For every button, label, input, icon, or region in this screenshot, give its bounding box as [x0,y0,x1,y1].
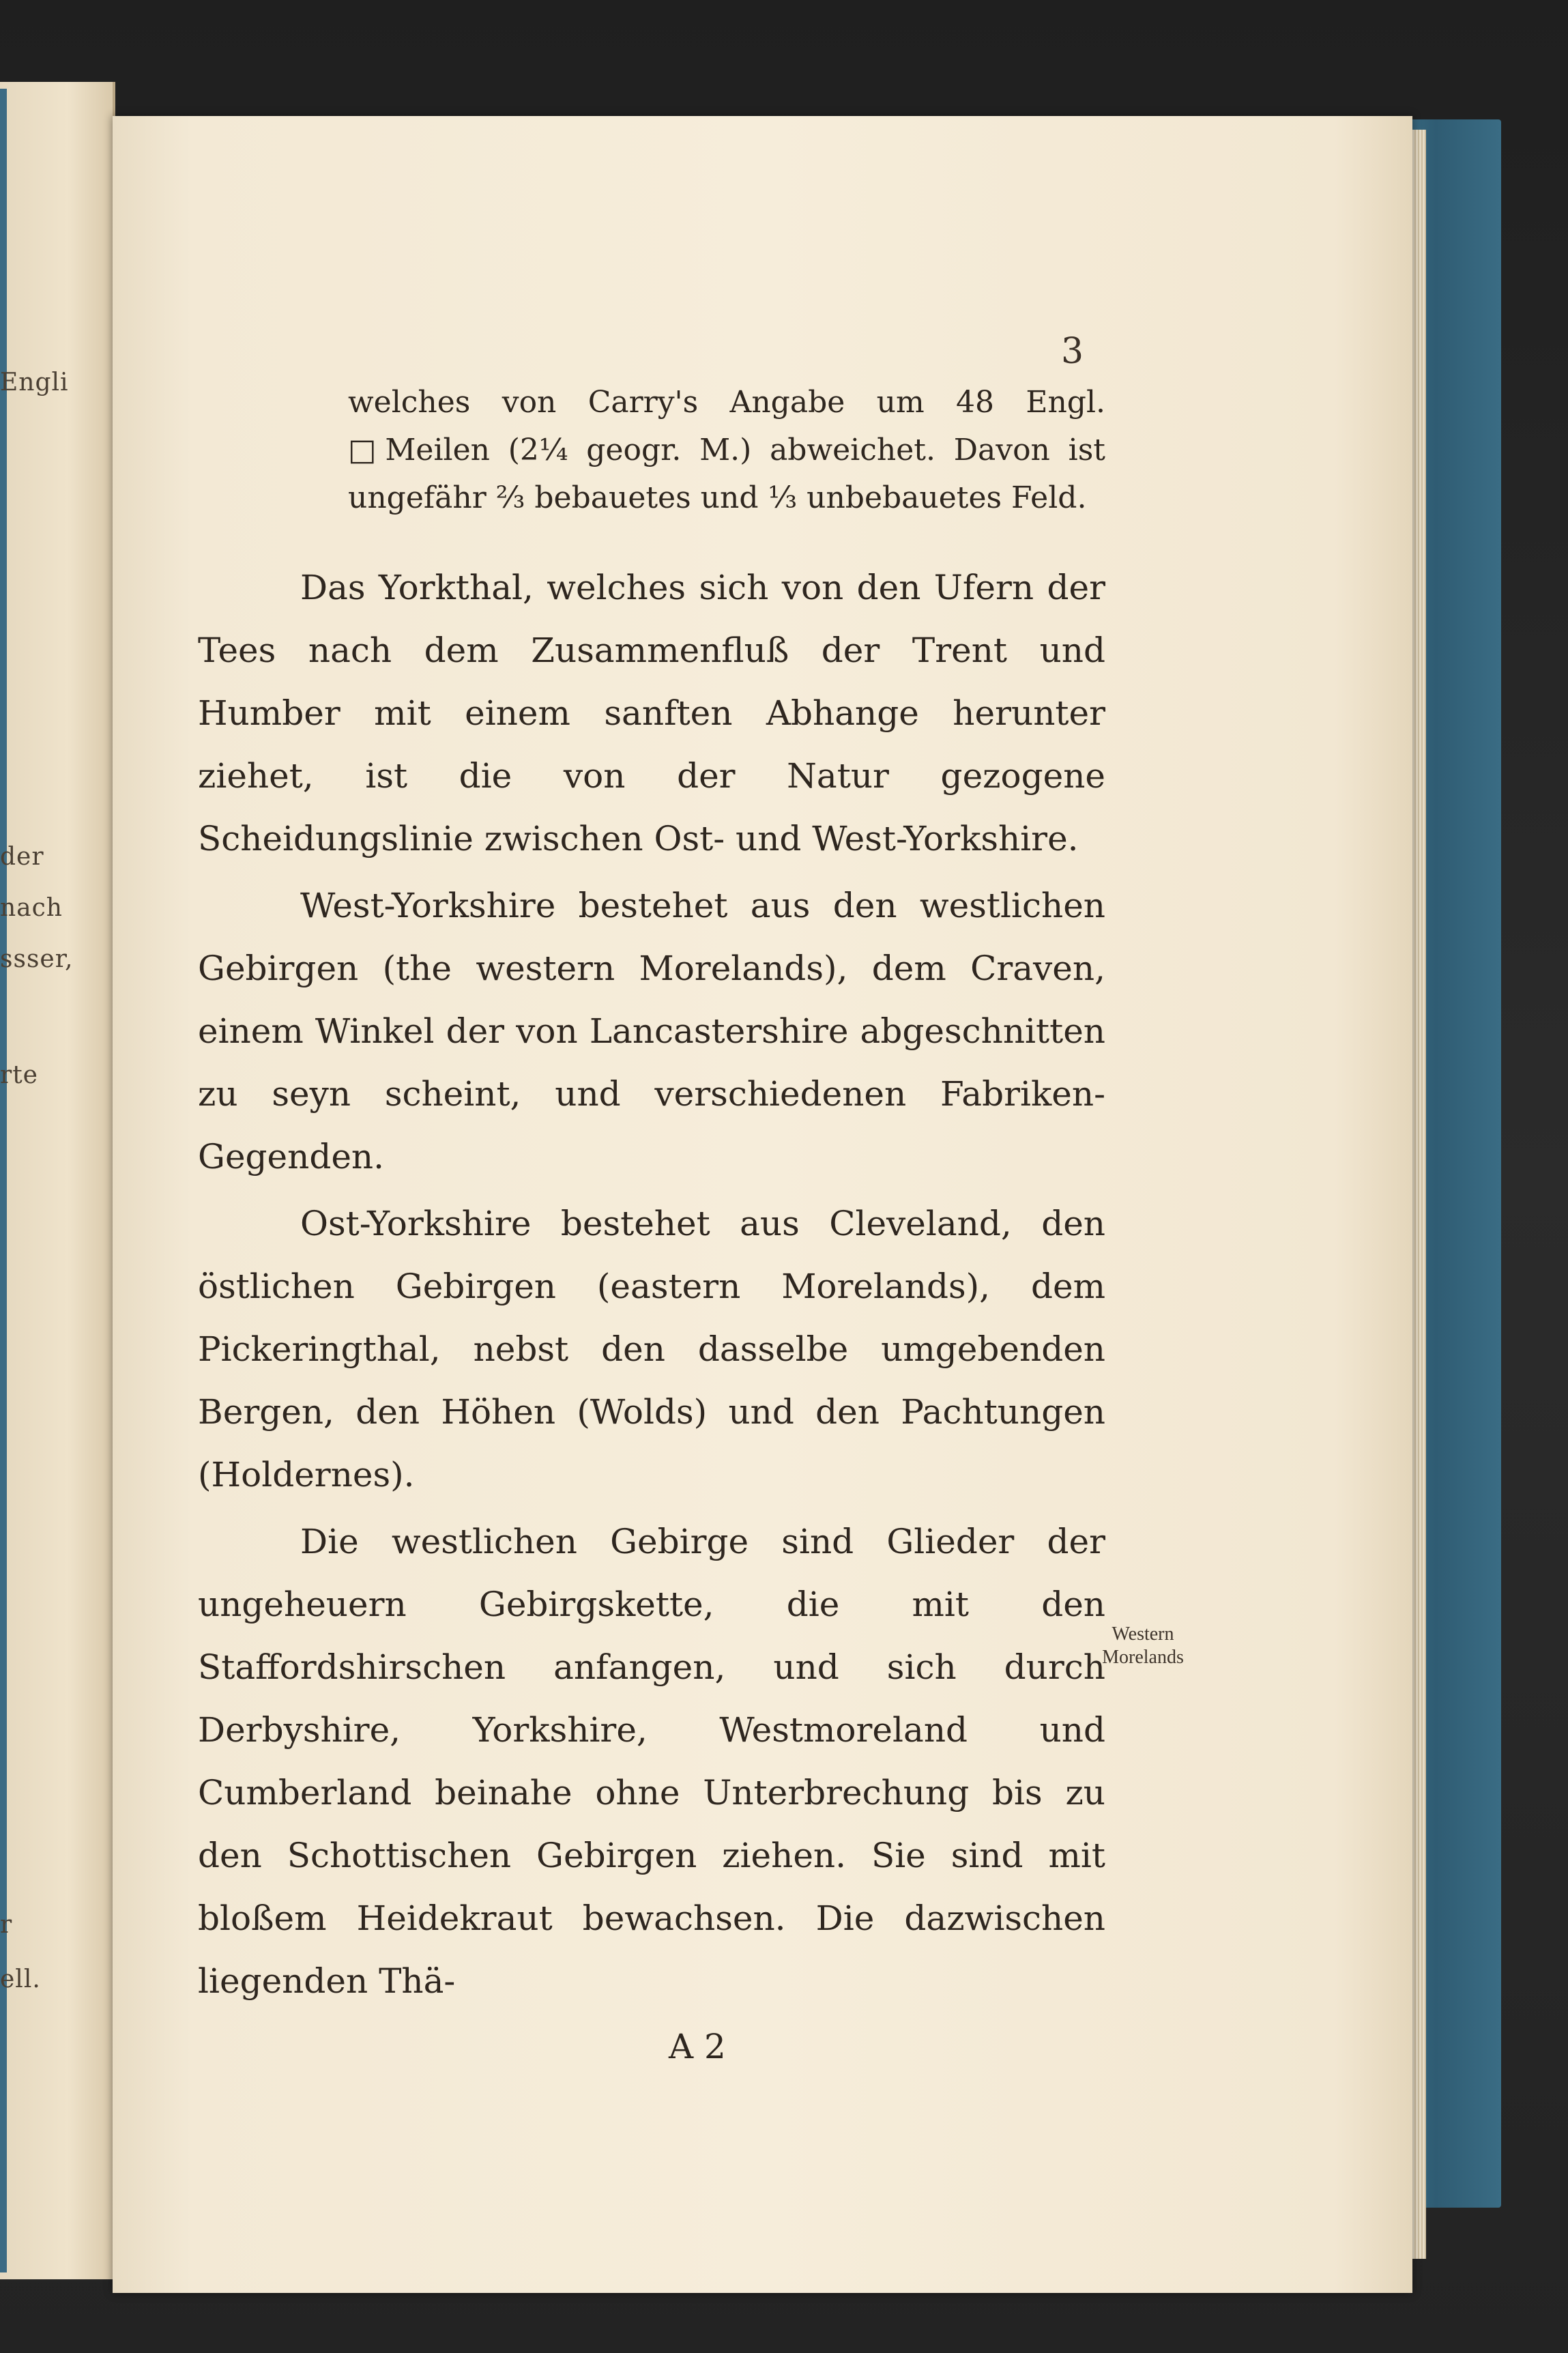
left-page [0,82,115,2279]
signature-mark: A 2 [669,2027,726,2066]
left-page-fragment: Engli [0,369,69,396]
paragraph: West-Yorkshire bestehet aus den westlichen Gebirgen (the western Morelands), dem Craven, einem Winkel der von Lancastershire abgeschnitten zu seyn scheint, und verschiedenen Fabriken-Gegenden. [198,886,1105,1176]
left-page-fragment: rte [0,1061,38,1089]
paragraph: Ost-Yorkshire bestehet aus Cleveland, den östlichen Gebirgen (eastern Morelands), dem Pickeringthal, nebst den dasselbe umgebenden Bergen, den Höhen (Wolds) und den Pachtungen (Holdernes). [198,1204,1105,1495]
left-page-fragment: ssser, [0,945,74,973]
left-page-fragment: nach [0,894,63,922]
margin-note: Western Morelands [1102,1623,1184,1668]
left-page-fragment: ell. [0,1965,41,1993]
book-cover-left [0,89,7,2272]
paragraph: Das Yorkthal, welches sich von den Ufern der Tees nach dem Zusammenfluß der Trent und Humber mit einem sanften Abhange herunter ziehet, ist die von der Natur gezogene Scheidungslinie zwischen Ost- und West-Yorkshire. [198,568,1105,858]
left-page-fragment: r [0,1911,13,1939]
page-number: 3 [1061,331,1084,372]
paragraph: welches von Carry's Angabe um 48 Engl. □Meilen (2¼ geogr. M.) abweichet. Davon ist ungefähr ⅔ bebauetes und ⅓ unbebauetes Feld. [348,385,1105,515]
left-page-fragment: der [0,843,44,871]
paragraph: Die westlichen Gebirge sind Glieder der ungeheuern Gebirgskette, die mit den Staffordshirschen anfangen, und sich durch Derbyshire, Yorkshire, Westmoreland und Cumberland beinahe ohne Unterbrechung bis zu den Schottischen Gebirgen ziehen. Sie sind mit bloßem Heidekraut bewachsen. Die dazwischen liegenden Thä- [198,1522,1105,2001]
body-text [198,379,1105,2017]
